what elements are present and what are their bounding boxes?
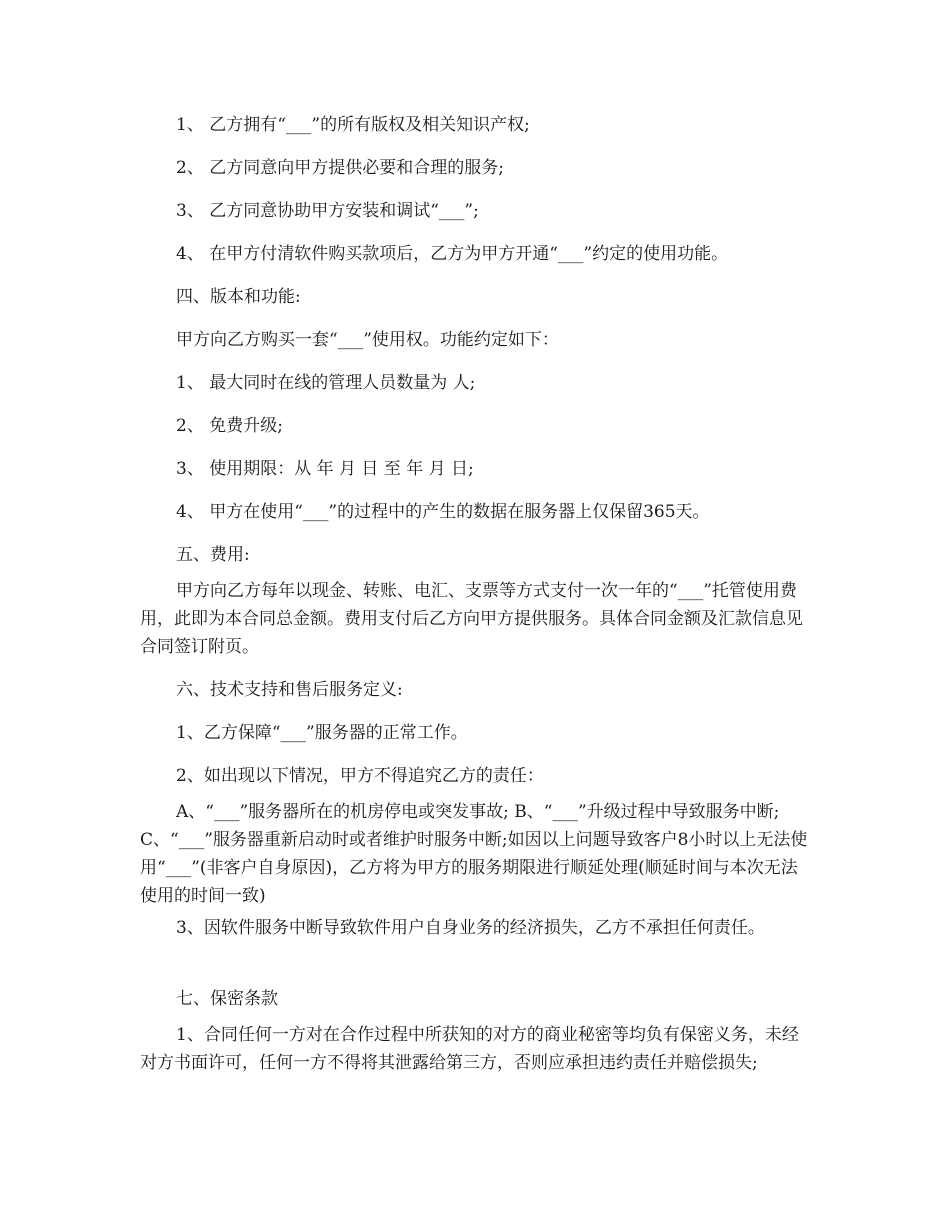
support-exceptions: A、“___”服务器所在的机房停电或突发事故; B、“___”升级过程中导致服务中断; C、“___”服务器重新启动时或者维护时服务中断;如因以上问题导致客户8小时以上无法使用“___”(非客户自身原因)，乙方将为甲方的服务期限进行顺延处理(顺延时间与本次无法使用的时间一致) xyxy=(140,802,808,906)
version-intro: 甲方向乙方购买一套“___”使用权。功能约定如下： xyxy=(176,330,559,350)
support-2: 2、如出现以下情况，甲方不得追究乙方的责任： xyxy=(176,766,544,786)
section-heading-version: 四、版本和功能: xyxy=(176,287,301,307)
function-1-max-users: 1、 最大同时在线的管理人员数量为 人; xyxy=(176,373,476,393)
support-3-liability: 3、因软件服务中断导致软件用户自身业务的经济损失，乙方不承担任何责任。 xyxy=(176,918,765,938)
clause-3-installation: 3、 乙方同意协助甲方安装和调试“___”; xyxy=(176,201,479,221)
section-heading-confidentiality: 七、保密条款 xyxy=(176,989,278,1009)
fees-paragraph: 甲方向乙方每年以现金、转账、电汇、支票等方式支付一次一年的“___”托管使用费用，此即为本合同总金额。费用支付后乙方向甲方提供服务。具体合同金额及汇款信息见合同签订附页。 xyxy=(140,581,803,657)
function-4-data-retention: 4、 甲方在使用“___”的过程中的产生的数据在服务器上仅保留365天。 xyxy=(176,502,710,522)
clause-2-services: 2、 乙方同意向甲方提供必要和合理的服务; xyxy=(176,158,504,178)
confidentiality-1: 1、合同任何一方对在合作过程中所获知的对方的商业秘密等均负有保密义务，未经对方书面许可，任何一方不得将其泄露给第三方，否则应承担违约责任并赔偿损失; xyxy=(140,1025,799,1073)
clause-1-copyright: 1、 乙方拥有“___”的所有版权及相关知识产权; xyxy=(176,115,530,135)
clause-4-activation: 4、 在甲方付清软件购买款项后，乙方为甲方开通“___”约定的使用功能。 xyxy=(176,244,729,264)
support-1: 1、乙方保障“___”服务器的正常工作。 xyxy=(176,723,468,743)
function-2-upgrade: 2、 免费升级; xyxy=(176,416,283,436)
section-heading-fees: 五、费用: xyxy=(176,545,250,565)
section-heading-support: 六、技术支持和售后服务定义: xyxy=(176,680,403,700)
function-3-term: 3、 使用期限：从 年 月 日 至 年 月 日; xyxy=(176,459,474,479)
